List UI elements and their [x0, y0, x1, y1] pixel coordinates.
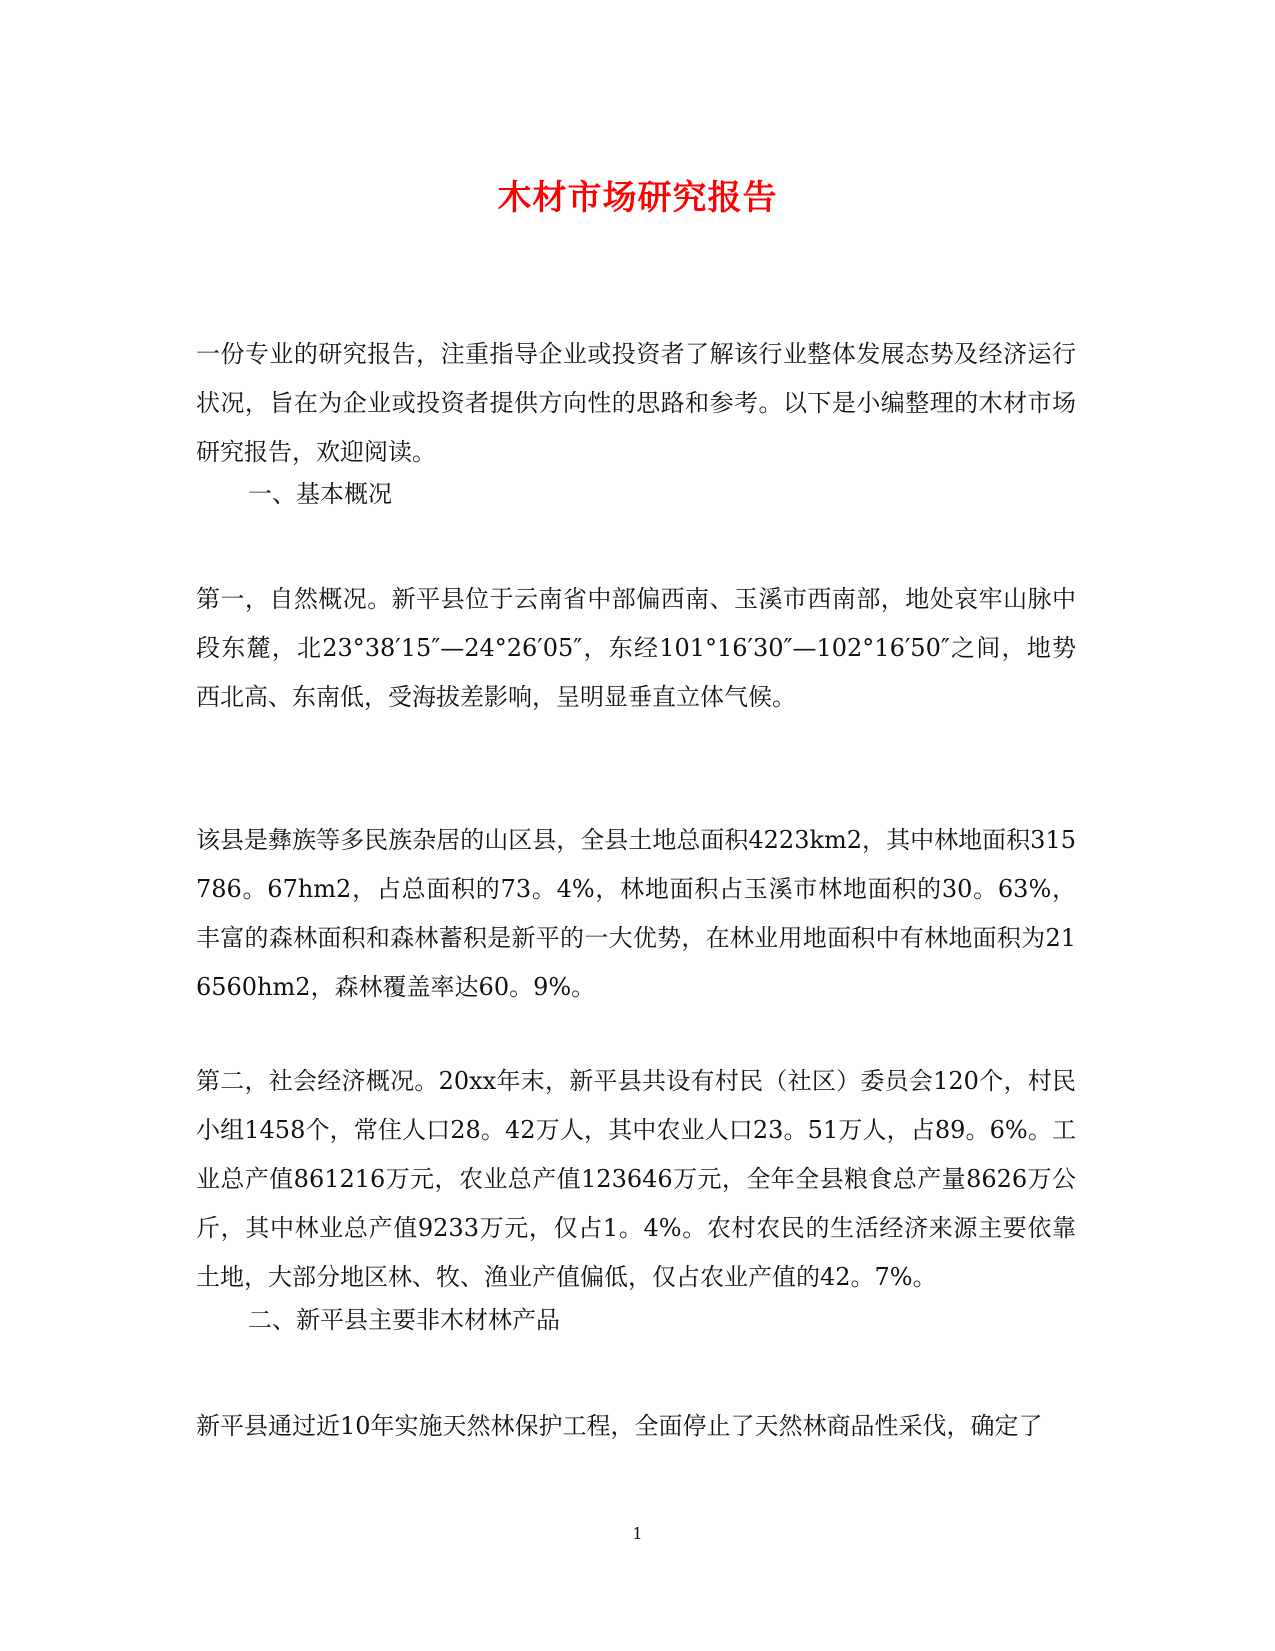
- intro-paragraph: 一份专业的研究报告，注重指导企业或投资者了解该行业整体发展态势及经济运行状况，旨在为企业或投资者提供方向性的思路和参考。以下是小编整理的木材市场研究报告，欢迎阅读。: [196, 340, 1076, 466]
- section-heading-basic-overview: 一、基本概况: [248, 480, 392, 508]
- forest-protection-paragraph: 新平县通过近10年实施天然林保护工程，全面停止了天然林商品性采伐，确定了: [196, 1412, 1043, 1440]
- natural-overview-paragraph: 第一，自然概况。新平县位于云南省中部偏西南、玉溪市西南部，地处哀牢山脉中段东麓，北23°38′15″—24°26′05″，东经101°16′30″—102°16′50″之间，地势西北高、东南低，受海拔差影响，呈明显垂直立体气候。: [196, 585, 1076, 711]
- land-area-paragraph: 该县是彝族等多民族杂居的山区县，全县土地总面积4223km2，其中林地面积315786。67hm2，占总面积的73。4%，林地面积占玉溪市林地面积的30。63%，丰富的森林面积和森林蓄积是新平的一大优势，在林业用地面积中有林地面积为216560hm2，森林覆盖率达60。9%。: [196, 826, 1076, 1001]
- socioeconomic-paragraph: 第二，社会经济概况。20xx年末，新平县共设有村民（社区）委员会120个，村民小组1458个，常住人口28。42万人，其中农业人口23。51万人，占89。6%。工业总产值861216万元，农业总产值123646万元，全年全县粮食总产量8626万公斤，其中林业总产值9233万元，仅占1。4%。农村农民的生活经济来源主要依靠土地，大部分地区林、牧、渔业产值偏低，仅占农业产值的42。7%。: [196, 1067, 1076, 1291]
- section-heading-non-timber-products: 二、新平县主要非木材林产品: [248, 1306, 560, 1334]
- page-number: 1: [632, 1524, 643, 1543]
- page-title: 木材市场研究报告: [497, 178, 778, 218]
